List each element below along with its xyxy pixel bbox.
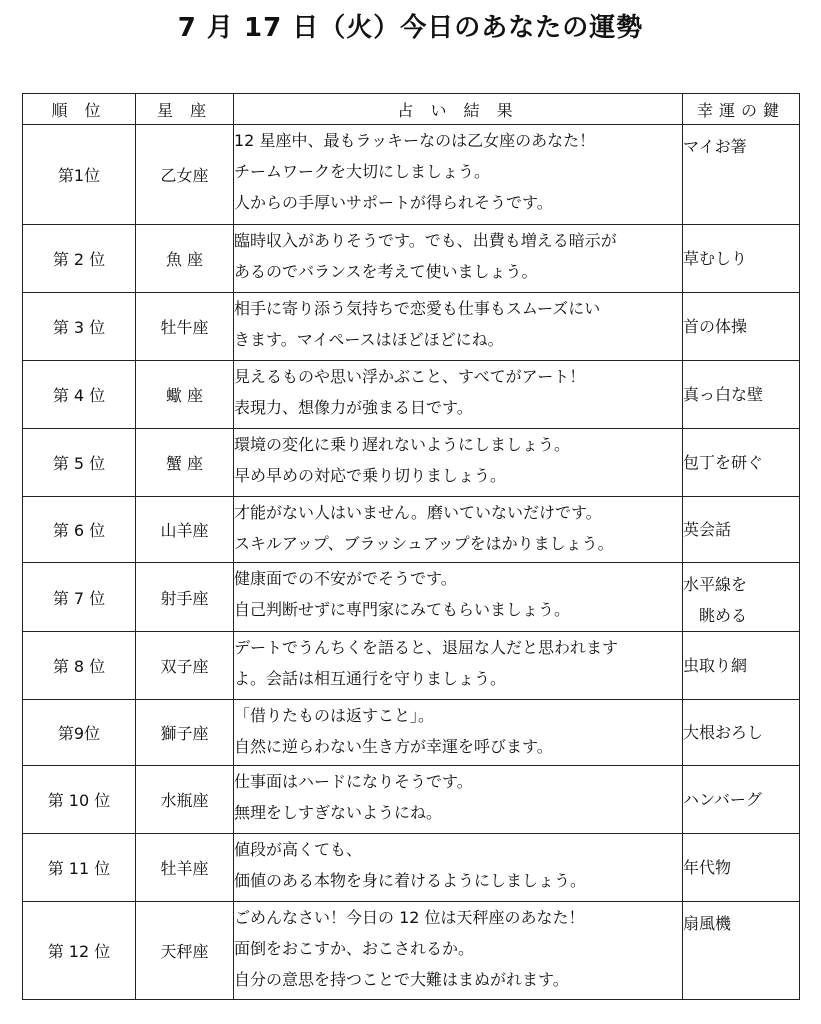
fortune-line: 値段が高くても、 [234, 840, 363, 859]
lucky-key-text: マイお箸 [683, 137, 747, 156]
fortune-line: ごめんなさい！今日の 12 位は天秤座のあなた！ [234, 908, 585, 927]
fortune-result-cell [234, 293, 683, 361]
fortune-line: 相手に寄り添う気持ちで恋愛も仕事もスムーズにい [234, 299, 601, 318]
fortune-result-cell [234, 834, 683, 902]
table-row [23, 563, 800, 632]
lucky-key-cell [683, 902, 800, 1000]
rank-cell: 第 11 位 [23, 834, 136, 902]
fortune-result-cell [234, 902, 683, 1000]
fortune-line: デートでうんちくを語ると、退屈な人だと思われます [234, 638, 619, 657]
lucky-key-text: 年代物 [683, 858, 732, 877]
fortune-result-cell [234, 766, 683, 834]
zodiac-sign-cell: 魚 座 [136, 225, 234, 293]
rank-cell: 第 3 位 [23, 293, 136, 361]
rank-cell: 第1位 [23, 125, 136, 225]
fortune-result-cell [234, 429, 683, 497]
header-result: 占 い 結 果 [234, 94, 683, 125]
fortune-rows [23, 125, 800, 1000]
table-row [23, 834, 800, 902]
fortune-line: 臨時収入がありそうです。でも、出費も増える暗示が [234, 231, 617, 250]
rank-cell: 第 2 位 [23, 225, 136, 293]
fortune-line: あるのでバランスを考えて使いましょう。 [234, 262, 538, 281]
zodiac-sign-cell: 射手座 [136, 563, 234, 632]
fortune-line: 早め早めの対応で乗り切りましょう。 [234, 466, 507, 485]
table-row [23, 632, 800, 700]
fortune-line: 自分の意思を持つことで大難はまぬがれます。 [234, 970, 569, 989]
fortune-line: 「借りたものは返すこと」。 [234, 706, 435, 725]
fortune-line: きます。マイペースはほどほどにね。 [234, 330, 504, 349]
header-rank: 順 位 [23, 94, 136, 125]
lucky-key-cell [683, 429, 800, 497]
header-sign: 星 座 [136, 94, 234, 125]
lucky-key-text: 眺める [683, 606, 748, 625]
fortune-result-cell [234, 700, 683, 766]
zodiac-sign-cell: 蟹 座 [136, 429, 234, 497]
table-row [23, 429, 800, 497]
lucky-key-cell [683, 125, 800, 225]
fortune-line: 環境の変化に乗り遅れないようにしましょう。 [234, 435, 571, 454]
lucky-key-text: 草むしり [683, 249, 748, 268]
fortune-line: 仕事面はハードになりそうです。 [234, 772, 473, 791]
zodiac-sign-cell: 獅子座 [136, 700, 234, 766]
zodiac-sign-cell: 水瓶座 [136, 766, 234, 834]
rank-cell: 第 10 位 [23, 766, 136, 834]
lucky-key-text: 虫取り網 [683, 656, 748, 675]
fortune-result-cell [234, 563, 683, 632]
fortune-result-cell [234, 125, 683, 225]
table-row [23, 902, 800, 1000]
lucky-key-cell [683, 834, 800, 902]
table-row [23, 766, 800, 834]
fortune-result-cell [234, 632, 683, 700]
table-row [23, 293, 800, 361]
fortune-result-cell [234, 497, 683, 563]
header-lucky-key: 幸運の鍵 [683, 94, 800, 125]
fortune-line: 面倒をおこすか、おこされるか。 [234, 939, 475, 958]
table-row [23, 361, 800, 429]
rank-cell: 第 6 位 [23, 497, 136, 563]
rank-cell: 第 5 位 [23, 429, 136, 497]
lucky-key-cell [683, 293, 800, 361]
table-row [23, 497, 800, 563]
lucky-key-cell [683, 361, 800, 429]
rank-cell: 第9位 [23, 700, 136, 766]
table-row [23, 700, 800, 766]
lucky-key-cell [683, 497, 800, 563]
fortune-line: 健康面での不安がでそうです。 [234, 569, 457, 588]
lucky-key-text: 水平線を [683, 575, 748, 594]
zodiac-sign-cell: 天秤座 [136, 902, 234, 1000]
fortune-line: 見えるものや思い浮かぶこと、すべてがアート！ [234, 367, 586, 386]
lucky-key-cell [683, 563, 800, 632]
lucky-key-cell [683, 225, 800, 293]
zodiac-sign-cell: 山羊座 [136, 497, 234, 563]
lucky-key-cell [683, 766, 800, 834]
fortune-line: 価値のある本物を身に着けるようにしましょう。 [234, 871, 587, 890]
table-row [23, 225, 800, 293]
zodiac-sign-cell: 双子座 [136, 632, 234, 700]
rank-cell: 第 8 位 [23, 632, 136, 700]
fortune-line: 自己判断せずに専門家にみてもらいましょう。 [234, 600, 571, 619]
fortune-line: 人からの手厚いサポートが得られそうです。 [234, 193, 553, 212]
lucky-key-text: 扇風機 [683, 914, 732, 933]
fortune-result-cell [234, 225, 683, 293]
fortune-line: 表現力、想像力が強まる日です。 [234, 398, 473, 417]
fortune-line: 12 星座中、最もラッキーなのは乙女座のあなた！ [234, 131, 596, 150]
fortune-table [22, 93, 800, 1000]
zodiac-sign-cell: 蠍 座 [136, 361, 234, 429]
fortune-line: スキルアップ、ブラッシュアップをはかりましょう。 [234, 534, 614, 553]
page-title: 7 月 17 日（火）今日のあなたの運勢 [177, 13, 644, 43]
fortune-line: よ。会話は相互通行を守りましょう。 [234, 669, 507, 688]
lucky-key-text: 包丁を研ぐ [683, 453, 764, 472]
rank-cell: 第 7 位 [23, 563, 136, 632]
lucky-key-text: ハンバーグ [683, 790, 762, 809]
zodiac-sign-cell: 乙女座 [136, 125, 234, 225]
table-row [23, 125, 800, 225]
zodiac-sign-cell: 牡牛座 [136, 293, 234, 361]
lucky-key-text: 真っ白な壁 [683, 385, 764, 404]
zodiac-sign-cell: 牡羊座 [136, 834, 234, 902]
lucky-key-text: 首の体操 [683, 317, 748, 336]
fortune-result-cell [234, 361, 683, 429]
lucky-key-text: 英会話 [683, 520, 732, 539]
fortune-line: 無理をしすぎないようにね。 [234, 803, 443, 822]
table-header-row [23, 94, 800, 125]
rank-cell: 第 4 位 [23, 361, 136, 429]
lucky-key-text: 大根おろし [683, 723, 764, 742]
rank-cell: 第 12 位 [23, 902, 136, 1000]
fortune-line: 自然に逆らわない生き方が幸運を呼びます。 [234, 737, 553, 756]
fortune-line: 才能がない人はいません。磨いていないだけです。 [234, 503, 602, 522]
lucky-key-cell [683, 632, 800, 700]
fortune-line: チームワークを大切にしましょう。 [234, 162, 491, 181]
lucky-key-cell [683, 700, 800, 766]
